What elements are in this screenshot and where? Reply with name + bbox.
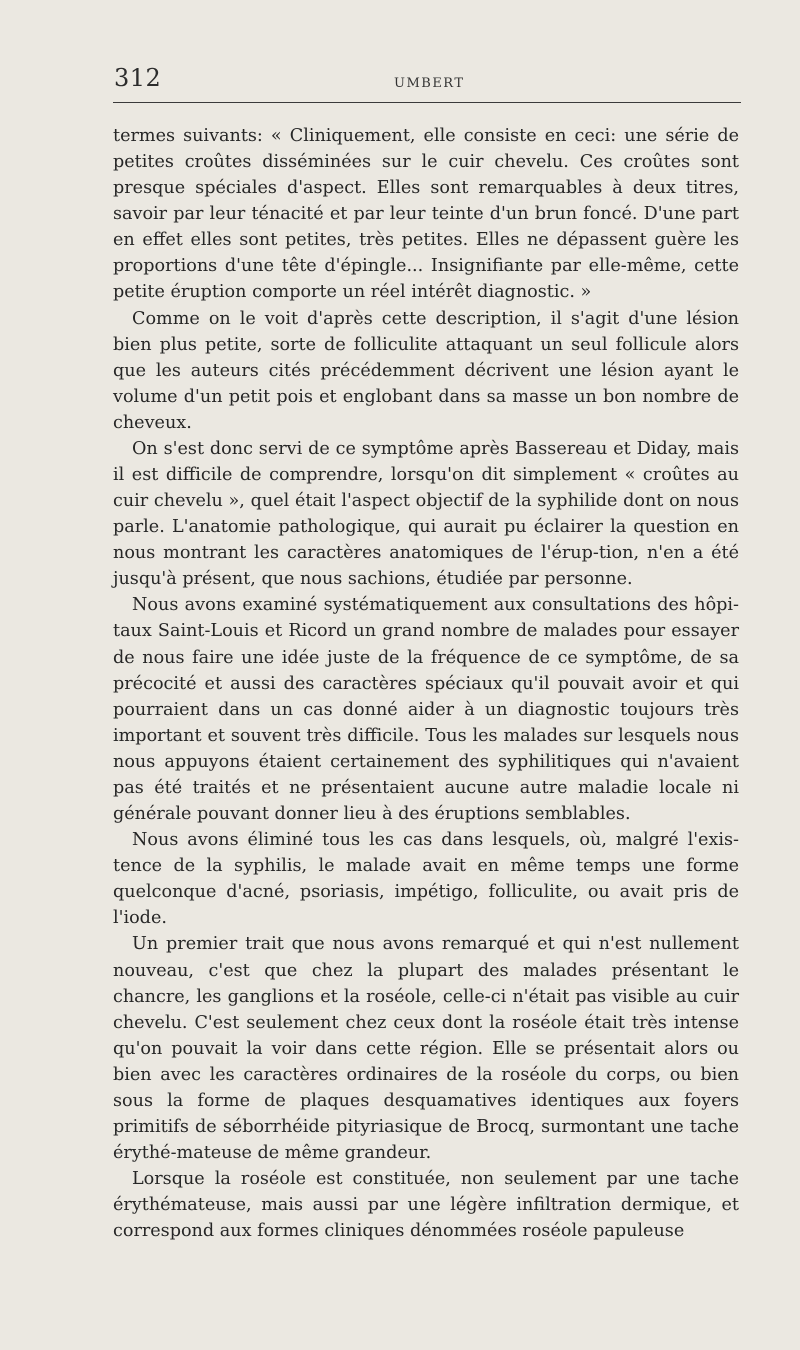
paragraph: Lorsque la roséole est constituée, non seulement par une tache érythémateuse, mais aussi par une légère infiltration dermique, et correspond aux formes cliniques dénommées roséole papuleuse <box>113 1169 739 1242</box>
paragraph: termes suivants: « Cliniquement, elle consiste en ceci: une série de petites croûtes disséminées sur le cuir chevelu. Ces croûtes sont presque spéciales d'aspect. Elles sont remarquables à deux titres, savoir par leur ténacité et par leur teinte d'un brun foncé. D'une part en effet elles sont petites, très petites. Elles ne dépassent guère les proportions d'une tête d'épingle... Insignifiante par elle-même, cette petite éruption comporte un réel intérêt diagnostic. » <box>113 126 739 303</box>
paragraph: Nous avons examiné systématiquement aux consultations des hôpi-taux Saint-Louis et Ricord un grand nombre de malades pour essayer de nous faire une idée juste de la fréquence de ce symptôme, de sa précocité et aussi des caractères spéciaux qu'il pouvait avoir et qui pourraient dans un cas donné aider à un diagnostic toujours très important et souvent très difficile. Tous les malades sur lesquels nous nous appuyons étaient certainement des syphilitiques qui n'avaient pas été traités et ne présentaient aucune autre maladie locale ni générale pouvant donner lieu à des éruptions semblables. <box>113 595 739 825</box>
header-rule <box>113 102 741 103</box>
page-number: 312 <box>114 64 162 92</box>
body-text <box>113 123 739 1244</box>
paragraph: Comme on le voit d'après cette description, il s'agit d'une lésion bien plus petite, sorte de folliculite attaquant un seul follicule alors que les auteurs cités précédemment décrivent une lésion ayant le volume d'un petit pois et englobant dans sa masse un bon nombre de cheveux. <box>113 308 739 433</box>
paragraph: Un premier trait que nous avons remarqué et qui n'est nullement nouveau, c'est que chez la plupart des malades présentant le chancre, les ganglions et la roséole, celle-ci n'était pas visible au cuir chevelu. C'est seulement chez ceux dont la roséole était très intense qu'on pouvait la voir dans cette région. Elle se présentait alors ou bien avec les caractères ordinaires de la roséole du corps, ou bien sous la forme de plaques desquamatives identiques aux foyers primitifs de séborrhéide pityriasique de Brocq, surmontant une tache érythé-mateuse de même grandeur. <box>113 934 739 1164</box>
paragraph: On s'est donc servi de ce symptôme après Bassereau et Diday, mais il est difficile de comprendre, lorsqu'on dit simplement « croûtes au cuir chevelu », quel était l'aspect objectif de la syphilide dont on nous parle. L'anatomie pathologique, qui aurait pu éclairer la question en nous montrant les caractères anatomiques de l'érup-tion, n'en a été jusqu'à présent, que nous sachions, étudiée par personne. <box>113 438 739 590</box>
paragraph: Nous avons éliminé tous les cas dans lesquels, où, malgré l'exis-tence de la syphilis, le malade avait en même temps une forme quelconque d'acné, psoriasis, impétigo, folliculite, ou avait pris de l'iode. <box>113 830 739 929</box>
running-title: UMBERT <box>394 76 465 91</box>
